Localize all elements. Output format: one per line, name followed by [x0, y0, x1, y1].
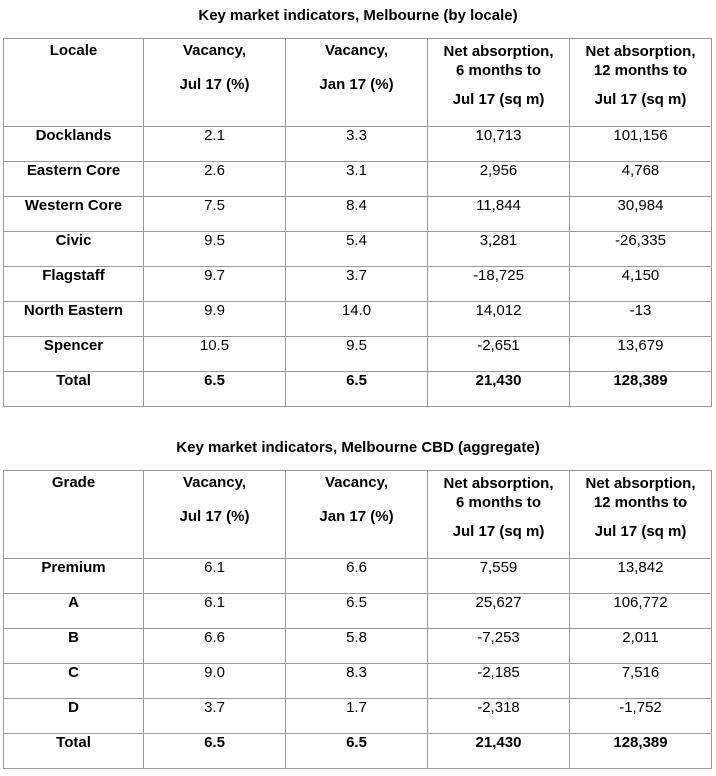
grade-cell: 7,559 [428, 559, 570, 594]
header-line: Net absorption, [443, 43, 554, 60]
grade-row-label: A [4, 594, 144, 629]
header-line: Jul 17 (%) [179, 76, 250, 93]
locale-cell: 9.5 [286, 337, 428, 372]
locale-header-cell [4, 39, 144, 127]
locale-cell: 2,956 [428, 162, 570, 197]
header-line: Vacancy, [182, 42, 247, 59]
locale-cell: 13,679 [570, 337, 712, 372]
locale-cell: 10.5 [144, 337, 286, 372]
header-line: Vacancy, [182, 474, 247, 491]
locale-cell: 2.6 [144, 162, 286, 197]
grade-cell: 25,627 [428, 594, 570, 629]
grade-cell: 6.6 [144, 629, 286, 664]
locale-table-body [4, 39, 712, 407]
header-line: Jan 17 (%) [319, 76, 394, 93]
locale-header-cell [144, 39, 286, 127]
header-line: Locale [49, 42, 98, 59]
header-line: Net absorption, [443, 475, 554, 492]
locale-cell: 4,768 [570, 162, 712, 197]
grade-cell: 6.5 [144, 734, 286, 769]
grade-header-cell [286, 471, 428, 559]
locale-row-label: Spencer [4, 337, 144, 372]
grade-row [4, 629, 712, 664]
locale-cell: 7.5 [144, 197, 286, 232]
header-line: 12 months to [593, 62, 688, 79]
table-title-locale: Key market indicators, Melbourne (by locale) [198, 7, 518, 24]
grade-cell: -2,318 [428, 699, 570, 734]
header-line: Jul 17 (sq m) [452, 91, 545, 108]
locale-cell: 11,844 [428, 197, 570, 232]
grade-row [4, 664, 712, 699]
locale-table [3, 38, 712, 407]
locale-cell: 101,156 [570, 127, 712, 162]
locale-row-label: Civic [4, 232, 144, 267]
locale-row-label: Western Core [4, 197, 144, 232]
grade-row-label: C [4, 664, 144, 699]
locale-row-label: Total [4, 372, 144, 407]
locale-cell: 21,430 [428, 372, 570, 407]
locale-row [4, 127, 712, 162]
grade-cell: 5.8 [286, 629, 428, 664]
locale-row [4, 337, 712, 372]
grade-cell: 6.5 [286, 594, 428, 629]
locale-row [4, 162, 712, 197]
locale-header-row [4, 39, 712, 127]
grade-cell: 2,011 [570, 629, 712, 664]
grade-cell: -2,185 [428, 664, 570, 699]
grade-cell: 6.1 [144, 594, 286, 629]
header-line: Jul 17 (sq m) [594, 523, 687, 540]
grade-row [4, 699, 712, 734]
table-title-grade: Key market indicators, Melbourne CBD (aggregate) [176, 439, 540, 456]
header-line: Jul 17 (sq m) [594, 91, 687, 108]
grade-cell: 128,389 [570, 734, 712, 769]
locale-row [4, 267, 712, 302]
locale-row [4, 302, 712, 337]
grade-cell: -7,253 [428, 629, 570, 664]
grade-table-body [4, 471, 712, 769]
header-line: Jan 17 (%) [319, 508, 394, 525]
grade-cell: 21,430 [428, 734, 570, 769]
grade-cell: -1,752 [570, 699, 712, 734]
header-line: Jul 17 (%) [179, 508, 250, 525]
grade-header-cell [144, 471, 286, 559]
locale-cell: 30,984 [570, 197, 712, 232]
locale-cell: 14.0 [286, 302, 428, 337]
locale-cell: 128,389 [570, 372, 712, 407]
locale-header-cell [570, 39, 712, 127]
locale-cell: -2,651 [428, 337, 570, 372]
locale-cell: 4,150 [570, 267, 712, 302]
locale-cell: 3,281 [428, 232, 570, 267]
locale-cell: 2.1 [144, 127, 286, 162]
grade-header-cell [570, 471, 712, 559]
locale-cell: 6.5 [286, 372, 428, 407]
locale-row [4, 372, 712, 407]
locale-row-label: North Eastern [4, 302, 144, 337]
grade-cell: 106,772 [570, 594, 712, 629]
header-line: Net absorption, [585, 475, 696, 492]
header-line: Grade [51, 474, 96, 491]
grade-table [3, 470, 712, 769]
locale-cell: 5.4 [286, 232, 428, 267]
grade-cell: 7,516 [570, 664, 712, 699]
grade-cell: 13,842 [570, 559, 712, 594]
locale-cell: 6.5 [144, 372, 286, 407]
locale-cell: -18,725 [428, 267, 570, 302]
locale-row [4, 197, 712, 232]
grade-cell: 6.1 [144, 559, 286, 594]
grade-cell: 3.7 [144, 699, 286, 734]
locale-cell: 9.9 [144, 302, 286, 337]
grade-row-label: Premium [4, 559, 144, 594]
locale-cell: 3.7 [286, 267, 428, 302]
grade-cell: 1.7 [286, 699, 428, 734]
header-line: 6 months to [456, 62, 541, 79]
header-line: 12 months to [593, 494, 688, 511]
grade-row-label: D [4, 699, 144, 734]
grade-cell: 6.6 [286, 559, 428, 594]
grade-cell: 9.0 [144, 664, 286, 699]
grade-cell: 6.5 [286, 734, 428, 769]
header-line: Vacancy, [324, 42, 389, 59]
grade-cell: 8.3 [286, 664, 428, 699]
grade-row [4, 734, 712, 769]
locale-header-cell [428, 39, 570, 127]
locale-cell: -26,335 [570, 232, 712, 267]
locale-row-label: Eastern Core [4, 162, 144, 197]
header-line: Net absorption, [585, 43, 696, 60]
grade-row-label: Total [4, 734, 144, 769]
header-line: Vacancy, [324, 474, 389, 491]
locale-cell: 10,713 [428, 127, 570, 162]
grade-row-label: B [4, 629, 144, 664]
locale-row [4, 232, 712, 267]
grade-header-cell [4, 471, 144, 559]
locale-cell: 9.7 [144, 267, 286, 302]
locale-cell: 14,012 [428, 302, 570, 337]
header-line: Jul 17 (sq m) [452, 523, 545, 540]
locale-header-cell [286, 39, 428, 127]
header-line: 6 months to [456, 494, 541, 511]
locale-cell: 8.4 [286, 197, 428, 232]
grade-row [4, 559, 712, 594]
locale-row-label: Flagstaff [4, 267, 144, 302]
locale-cell: 3.1 [286, 162, 428, 197]
locale-cell: 9.5 [144, 232, 286, 267]
grade-header-cell [428, 471, 570, 559]
locale-cell: -13 [570, 302, 712, 337]
grade-row [4, 594, 712, 629]
locale-row-label: Docklands [4, 127, 144, 162]
locale-cell: 3.3 [286, 127, 428, 162]
grade-header-row [4, 471, 712, 559]
